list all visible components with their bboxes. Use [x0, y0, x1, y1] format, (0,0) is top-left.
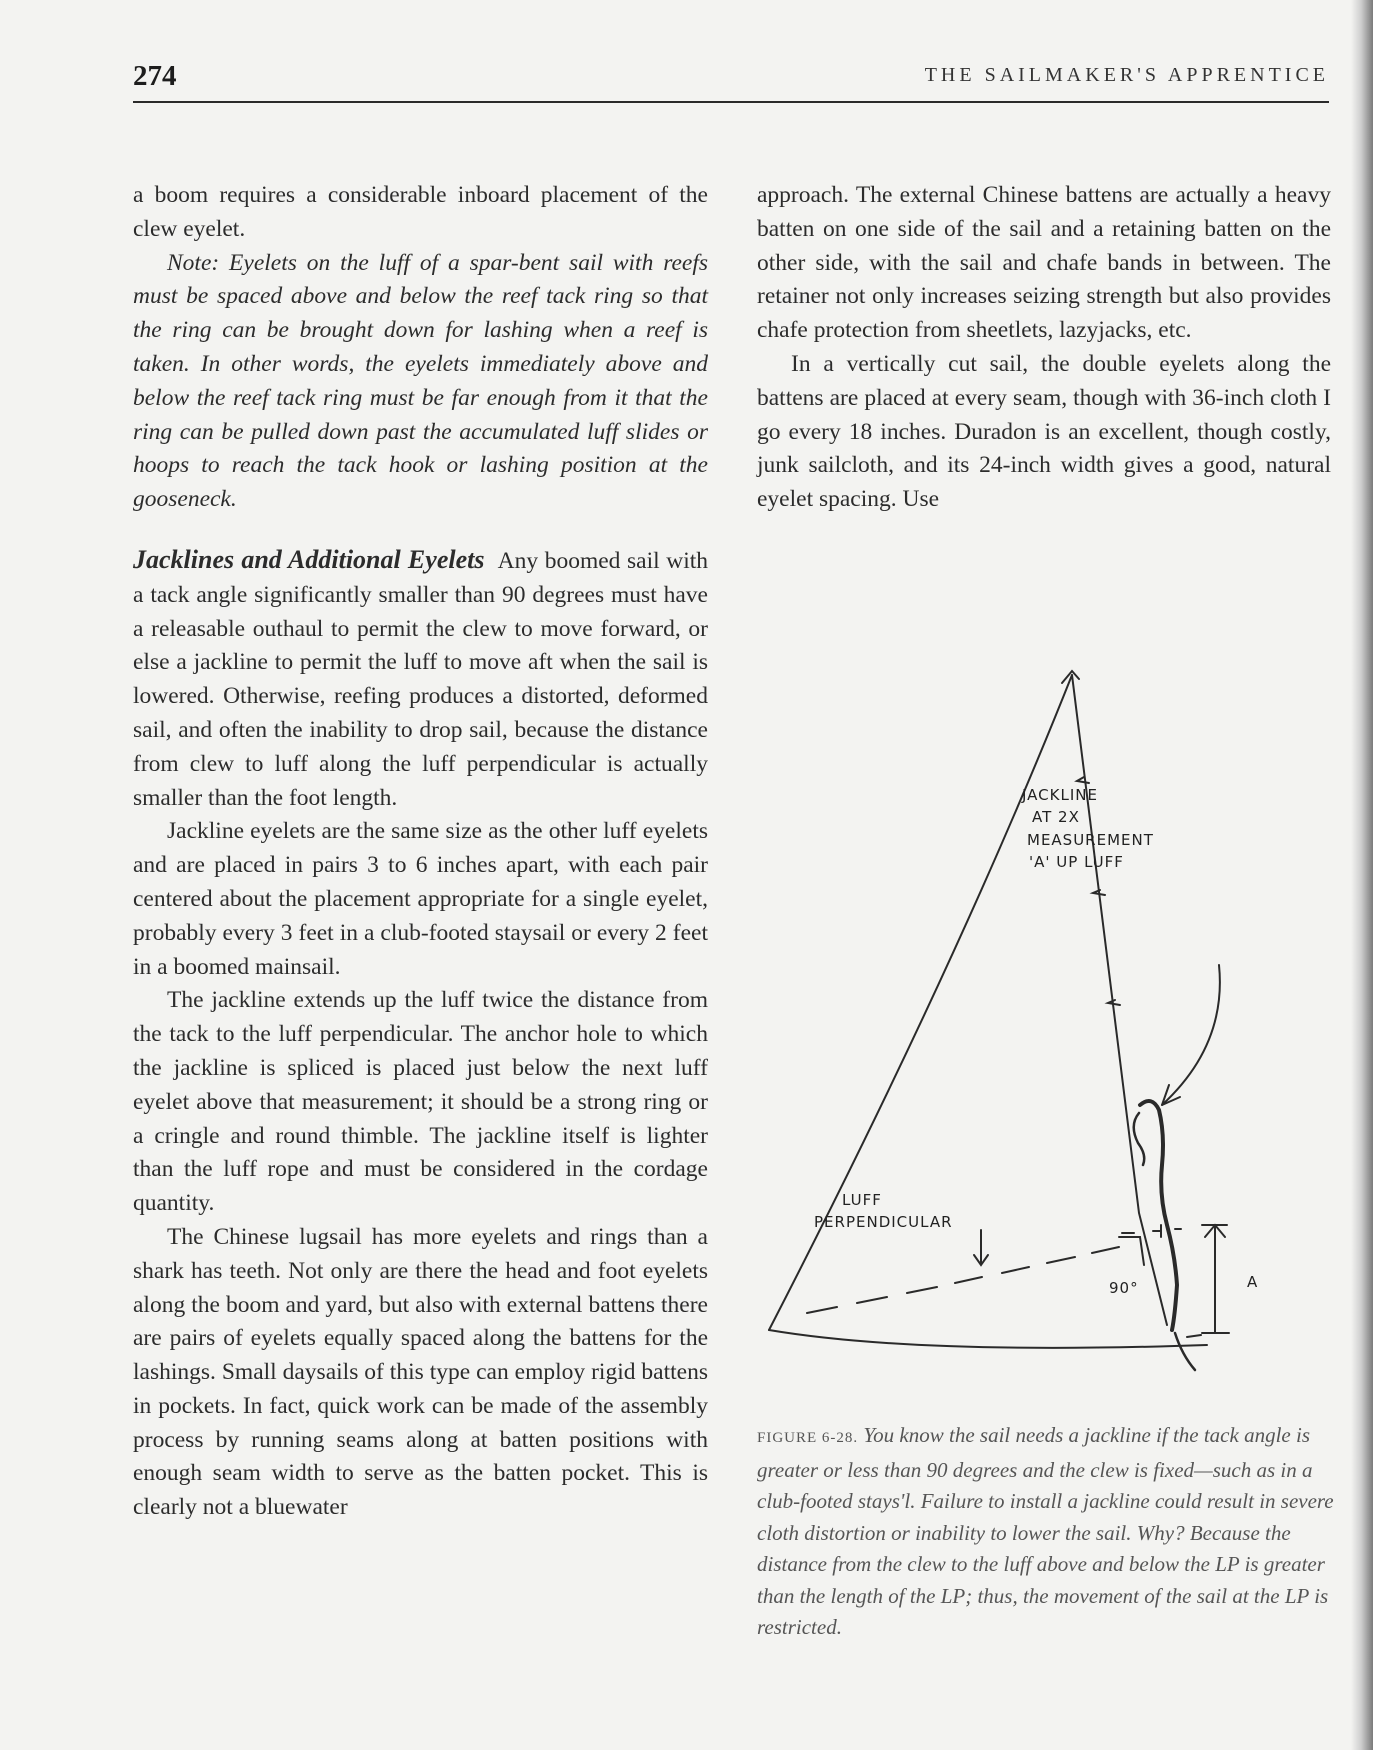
luff-perp-label-line2: PERPENDICULAR	[814, 1213, 953, 1231]
left-column	[133, 179, 708, 1525]
figure-caption-label: FIGURE 6-28.	[757, 1430, 859, 1446]
paragraph: In a vertically cut sail, the double eyelets along the battens are placed at every seam, though with 36-inch cloth I go every 18 inches. Duradon is an excellent, though costly, junk sailcloth, and its 24-inch width gives a good, natural eyelet spacing. Use	[757, 350, 1331, 513]
jackline-label-line4: 'A' UP LUFF	[1029, 853, 1124, 871]
running-title: THE SAILMAKER'S APPRENTICE	[924, 64, 1329, 86]
right-angle-marker	[1119, 1237, 1144, 1265]
page-edge-shadow	[1351, 0, 1373, 1750]
section-body: Any boomed sail with a tack angle significantly smaller than 90 degrees must have a releasable outhaul to permit the clew to move forward, or else a jackline to permit the luff to move aft when the sail is lowered. Otherwise, reefing produces a distorted, deformed sail, and often the inability to drop sail, because the distance from clew to luff along the luff perpendicular is actually smaller than the foot length.	[133, 547, 709, 811]
foot-line	[769, 1330, 1207, 1348]
figure-caption-text: You know the sail needs a jackline if the tack angle is greater or less than 90 degrees and the clew is fixed—such as in a club-footed stays'l. Failure to install a jackline could result in severe cloth distortion or inability to lower the sail. Why? Because the distance from the clew to the luff above and below the LP is greater than the length of the LP; thus, the movement of the sail at the LP is restricted.	[757, 1423, 1334, 1639]
luff-line	[1072, 675, 1167, 1325]
luff-perpendicular	[807, 1247, 1119, 1313]
jackline-label-line3: MEASUREMENT	[1027, 831, 1154, 849]
rope-tail	[1175, 1333, 1195, 1370]
paragraph: Jackline eyelets are the same size as the other luff eyelets and are placed in pairs 3 to 6 inches apart, with each pair centered about the placement appropriate for a single eyelet, probably every 3 feet in a club-footed staysail or every 2 feet in a boomed mainsail.	[133, 818, 708, 980]
right-column	[757, 179, 1331, 517]
paragraph: The Chinese lugsail has more eyelets and rings than a shark has teeth. Not only are there the head and foot eyelets along the boom and yard, but also with external battens there are pairs of eyelets equally spaced along the battens for the lashings. Small daysails of this type can employ rigid battens in pockets. In fact, quick work can be made of the assembly process by running seams along at batten positions with enough seam width to serve as the batten pocket. This is clearly not a bluewater	[133, 1223, 708, 1521]
note-paragraph: Note: Eyelets on the luff of a spar-bent sail with reefs must be spaced above and below the reef tack ring so that the ring can be brought down for lashing when a reef is taken. In other words, the eyelets immediately above and below the reef tack ring must be far enough from it that the ring can be pulled down past the accumulated luff slides or hoops to reach the tack hook or lashing position at the gooseneck.	[133, 249, 708, 513]
luff-perp-label-line1: LUFF	[842, 1191, 882, 1209]
paragraph: The jackline extends up the luff twice the distance from the tack to the luff perpendicular. The anchor hole to which the jackline is spliced is placed just below the next luff eyelet above that measurement; it should be a strong ring or a cringle and round thimble. The jackline itself is lighter than the luff rope and must be considered in the cordage quantity.	[133, 987, 708, 1217]
jackline-rope	[1140, 1101, 1177, 1330]
angle-label: 90°	[1109, 1279, 1139, 1297]
page-header	[133, 60, 1329, 104]
perp-arrow	[974, 1230, 988, 1265]
paragraph: approach. The external Chinese battens are actually a heavy batten on one side of the sail and a retaining batten on the other side, with the sail and chafe bands in between. The retainer not only increases seizing strength but also provides chafe protection from sheetlets, lazyjacks, etc.	[757, 182, 1331, 344]
luff-eyelet	[1077, 777, 1089, 783]
jackline-arrow	[1162, 965, 1220, 1105]
jackline-label-line2: AT 2X	[1032, 808, 1080, 826]
leech-line	[769, 675, 1072, 1330]
sail-diagram	[757, 665, 1337, 1405]
page-number: 274	[133, 60, 177, 92]
measure-a-bracket	[1202, 1225, 1229, 1333]
section-paragraph	[133, 543, 708, 815]
luff-eyelet	[1108, 1000, 1120, 1005]
figure-caption	[757, 1420, 1337, 1644]
jackline-label-line1: JACKLINE	[1022, 786, 1098, 804]
section-heading: Jacklines and Additional Eyelets	[133, 544, 485, 574]
paragraph: a boom requires a considerable inboard placement of the clew eyelet.	[133, 182, 708, 242]
measure-a-label: A	[1247, 1273, 1259, 1291]
header-rule	[133, 101, 1329, 103]
